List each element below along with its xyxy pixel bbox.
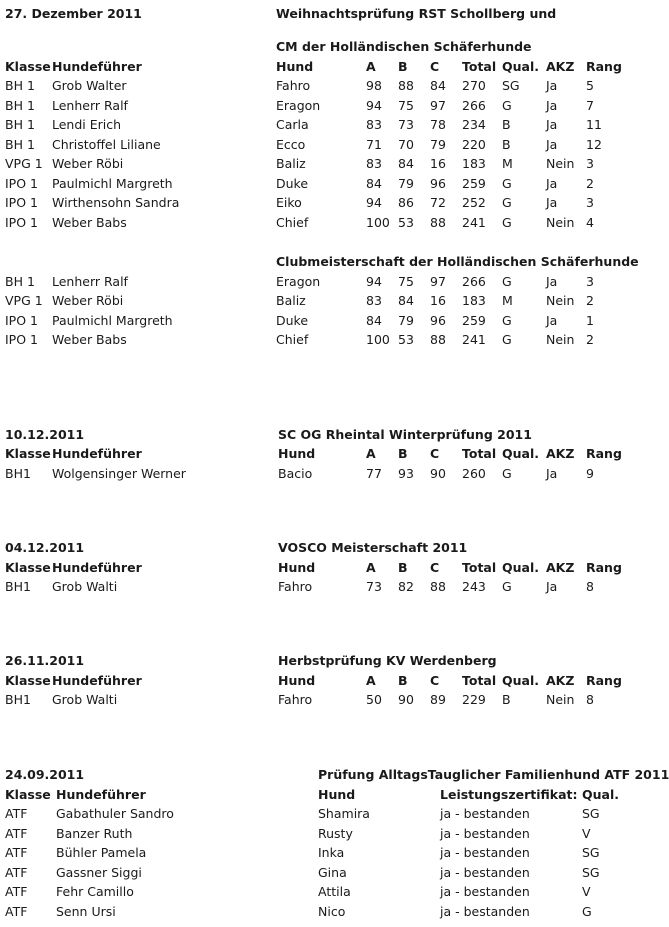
col-akz: AKZ bbox=[546, 673, 575, 688]
column-header-row bbox=[0, 57, 634, 77]
cell-c: 90 bbox=[430, 466, 446, 481]
cell-a: 84 bbox=[366, 313, 382, 328]
event-1-header bbox=[0, 4, 634, 24]
column-header-row bbox=[0, 785, 634, 805]
cell-hundefuehrer: Paulmichl Margreth bbox=[52, 313, 173, 328]
cell-hundefuehrer: Bühler Pamela bbox=[56, 845, 147, 860]
cell-a: 94 bbox=[366, 98, 382, 113]
event-date: 26.11.2011 bbox=[5, 653, 85, 668]
cell-hundefuehrer: Lenherr Ralf bbox=[52, 274, 128, 289]
col-total: Total bbox=[462, 59, 497, 74]
cell-a: 50 bbox=[366, 692, 382, 707]
cell-hundefuehrer: Lendi Erich bbox=[52, 117, 122, 132]
col-b: B bbox=[398, 446, 408, 461]
cell-hund: Rusty bbox=[318, 826, 353, 841]
cell-hund: Bacio bbox=[278, 466, 313, 481]
cell-b: 84 bbox=[398, 293, 414, 308]
table-row bbox=[0, 272, 634, 292]
cell-hund: Attila bbox=[318, 884, 351, 899]
cell-qual: G bbox=[502, 579, 512, 594]
event-4-header bbox=[0, 651, 634, 671]
cell-klasse: VPG 1 bbox=[5, 156, 43, 171]
cell-klasse: IPO 1 bbox=[5, 176, 38, 191]
cell-c: 88 bbox=[430, 215, 446, 230]
col-klasse: Klasse bbox=[5, 673, 51, 688]
col-hund: Hund bbox=[276, 59, 314, 74]
cell-hund: Eiko bbox=[276, 195, 302, 210]
cell-klasse: VPG 1 bbox=[5, 293, 43, 308]
col-qual: Qual. bbox=[502, 673, 539, 688]
cell-rang: 2 bbox=[586, 332, 594, 347]
cell-hundefuehrer: Senn Ursi bbox=[56, 904, 116, 919]
cell-rang: 3 bbox=[586, 156, 594, 171]
col-b: B bbox=[398, 560, 408, 575]
cell-total: 234 bbox=[462, 117, 486, 132]
cell-akz: Ja bbox=[546, 195, 558, 210]
cell-total: 266 bbox=[462, 274, 486, 289]
col-c: C bbox=[430, 446, 440, 461]
cell-c: 88 bbox=[430, 579, 446, 594]
cell-hundefuehrer: Grob Walti bbox=[52, 579, 118, 594]
col-klasse: Klasse bbox=[5, 787, 51, 802]
table-row bbox=[0, 154, 634, 174]
table-row bbox=[0, 311, 634, 331]
table-row bbox=[0, 464, 634, 484]
table-row bbox=[0, 193, 634, 213]
cell-hund: Chief bbox=[276, 215, 309, 230]
cell-klasse: BH 1 bbox=[5, 117, 35, 132]
col-a: A bbox=[366, 560, 376, 575]
cell-a: 83 bbox=[366, 117, 382, 132]
cell-c: 16 bbox=[430, 293, 446, 308]
cell-b: 75 bbox=[398, 274, 414, 289]
table-row bbox=[0, 115, 634, 135]
cell-klasse: ATF bbox=[5, 845, 28, 860]
cell-qual: B bbox=[502, 692, 511, 707]
cell-rang: 3 bbox=[586, 195, 594, 210]
cell-c: 96 bbox=[430, 176, 446, 191]
cell-klasse: IPO 1 bbox=[5, 215, 38, 230]
cell-rang: 4 bbox=[586, 215, 594, 230]
cell-hundefuehrer: Wirthensohn Sandra bbox=[52, 195, 180, 210]
col-akz: AKZ bbox=[546, 59, 575, 74]
cell-a: 98 bbox=[366, 78, 382, 93]
cell-klasse: BH1 bbox=[5, 466, 31, 481]
col-rang: Rang bbox=[586, 673, 622, 688]
column-header-row bbox=[0, 558, 634, 578]
cell-b: 82 bbox=[398, 579, 414, 594]
table-row bbox=[0, 690, 634, 710]
cell-a: 73 bbox=[366, 579, 382, 594]
col-hundefuehrer: Hundeführer bbox=[52, 560, 142, 575]
table-row bbox=[0, 804, 634, 824]
cell-akz: Ja bbox=[546, 274, 558, 289]
col-akz: AKZ bbox=[546, 446, 575, 461]
cell-rang: 7 bbox=[586, 98, 594, 113]
cell-rang: 1 bbox=[586, 313, 594, 328]
club-championship-header bbox=[0, 252, 639, 272]
col-qual: Qual. bbox=[502, 446, 539, 461]
col-hund: Hund bbox=[278, 446, 316, 461]
cell-total: 229 bbox=[462, 692, 486, 707]
club-championship-title: Clubmeisterschaft der Holländischen Schäferhunde bbox=[276, 254, 639, 269]
cell-klasse: ATF bbox=[5, 806, 28, 821]
col-hund: Hund bbox=[278, 673, 316, 688]
cell-hund: Carla bbox=[276, 117, 309, 132]
cell-b: 86 bbox=[398, 195, 414, 210]
table-row bbox=[0, 824, 634, 844]
cell-qual: G bbox=[502, 466, 512, 481]
cell-rang: 12 bbox=[586, 137, 602, 152]
cell-a: 71 bbox=[366, 137, 382, 152]
event-title: Weihnachtsprüfung RST Schollberg und bbox=[276, 6, 557, 21]
cell-klasse: BH 1 bbox=[5, 274, 35, 289]
cell-c: 16 bbox=[430, 156, 446, 171]
cell-a: 100 bbox=[366, 332, 390, 347]
col-a: A bbox=[366, 673, 376, 688]
cell-hundefuehrer: Wolgensinger Werner bbox=[52, 466, 186, 481]
event-5-header bbox=[0, 765, 669, 785]
cell-c: 97 bbox=[430, 98, 446, 113]
cell-hundefuehrer: Grob Walter bbox=[52, 78, 127, 93]
col-akz: AKZ bbox=[546, 560, 575, 575]
table-row bbox=[0, 843, 634, 863]
cell-akz: Nein bbox=[546, 332, 575, 347]
event-subtitle: CM der Holländischen Schäferhunde bbox=[276, 39, 532, 54]
col-qual: Qual. bbox=[502, 59, 539, 74]
cell-leistungszertifikat: ja - bestanden bbox=[440, 884, 530, 899]
cell-rang: 3 bbox=[586, 274, 594, 289]
cell-hund: Eragon bbox=[276, 98, 321, 113]
cell-klasse: ATF bbox=[5, 865, 28, 880]
cell-c: 97 bbox=[430, 274, 446, 289]
event-title: VOSCO Meisterschaft 2011 bbox=[278, 540, 468, 555]
cell-c: 84 bbox=[430, 78, 446, 93]
cell-hund: Fahro bbox=[276, 78, 311, 93]
event-title: Prüfung AlltagsTauglicher Familienhund ATF 2011 bbox=[318, 767, 669, 782]
cell-qual: SG bbox=[582, 865, 600, 880]
cell-klasse: BH 1 bbox=[5, 78, 35, 93]
event-date: 24.09.2011 bbox=[5, 767, 85, 782]
table-row bbox=[0, 96, 634, 116]
cell-b: 90 bbox=[398, 692, 414, 707]
cell-a: 77 bbox=[366, 466, 382, 481]
cell-rang: 8 bbox=[586, 692, 594, 707]
cell-klasse: BH1 bbox=[5, 692, 31, 707]
col-hund: Hund bbox=[318, 787, 356, 802]
cell-rang: 9 bbox=[586, 466, 594, 481]
cell-leistungszertifikat: ja - bestanden bbox=[440, 845, 530, 860]
cell-hundefuehrer: Fehr Camillo bbox=[56, 884, 134, 899]
cell-hund: Shamira bbox=[318, 806, 370, 821]
col-a: A bbox=[366, 59, 376, 74]
col-total: Total bbox=[462, 446, 497, 461]
cell-hundefuehrer: Banzer Ruth bbox=[56, 826, 133, 841]
cell-c: 78 bbox=[430, 117, 446, 132]
col-rang: Rang bbox=[586, 560, 622, 575]
cell-klasse: IPO 1 bbox=[5, 313, 38, 328]
cell-qual: V bbox=[582, 884, 591, 899]
cell-klasse: IPO 1 bbox=[5, 332, 38, 347]
cell-b: 93 bbox=[398, 466, 414, 481]
cell-qual: G bbox=[502, 332, 512, 347]
col-total: Total bbox=[462, 560, 497, 575]
col-klasse: Klasse bbox=[5, 560, 51, 575]
cell-hundefuehrer: Gabathuler Sandro bbox=[56, 806, 174, 821]
cell-total: 243 bbox=[462, 579, 486, 594]
cell-a: 83 bbox=[366, 293, 382, 308]
cell-leistungszertifikat: ja - bestanden bbox=[440, 865, 530, 880]
event-date: 04.12.2011 bbox=[5, 540, 85, 555]
cell-c: 79 bbox=[430, 137, 446, 152]
col-rang: Rang bbox=[586, 59, 622, 74]
cell-leistungszertifikat: ja - bestanden bbox=[440, 904, 530, 919]
cell-akz: Ja bbox=[546, 117, 558, 132]
cell-rang: 5 bbox=[586, 78, 594, 93]
cell-akz: Ja bbox=[546, 579, 558, 594]
cell-klasse: ATF bbox=[5, 826, 28, 841]
cell-leistungszertifikat: ja - bestanden bbox=[440, 826, 530, 841]
col-b: B bbox=[398, 673, 408, 688]
table-row bbox=[0, 76, 634, 96]
cell-qual: G bbox=[502, 195, 512, 210]
cell-rang: 2 bbox=[586, 176, 594, 191]
cell-klasse: BH 1 bbox=[5, 137, 35, 152]
cell-hundefuehrer: Lenherr Ralf bbox=[52, 98, 128, 113]
cell-c: 89 bbox=[430, 692, 446, 707]
table-row bbox=[0, 863, 634, 883]
cell-klasse: IPO 1 bbox=[5, 195, 38, 210]
col-qual: Qual. bbox=[582, 787, 619, 802]
col-klasse: Klasse bbox=[5, 446, 51, 461]
cell-total: 259 bbox=[462, 176, 486, 191]
cell-hundefuehrer: Weber Röbi bbox=[52, 293, 124, 308]
cell-total: 241 bbox=[462, 215, 486, 230]
event-date: 10.12.2011 bbox=[5, 427, 85, 442]
cell-b: 53 bbox=[398, 215, 414, 230]
cell-a: 94 bbox=[366, 274, 382, 289]
cell-hundefuehrer: Gassner Siggi bbox=[56, 865, 142, 880]
col-klasse: Klasse bbox=[5, 59, 51, 74]
cell-hund: Chief bbox=[276, 332, 309, 347]
event-3-header bbox=[0, 538, 634, 558]
col-leistungszertifikat: Leistungszertifikat: bbox=[440, 787, 578, 802]
cell-c: 88 bbox=[430, 332, 446, 347]
cell-qual: G bbox=[502, 215, 512, 230]
cell-akz: Ja bbox=[546, 313, 558, 328]
cell-klasse: BH1 bbox=[5, 579, 31, 594]
cell-hund: Baliz bbox=[276, 293, 306, 308]
col-b: B bbox=[398, 59, 408, 74]
cell-hundefuehrer: Paulmichl Margreth bbox=[52, 176, 173, 191]
cell-hund: Duke bbox=[276, 313, 309, 328]
cell-total: 183 bbox=[462, 293, 486, 308]
cell-hundefuehrer: Weber Röbi bbox=[52, 156, 124, 171]
event-title: SC OG Rheintal Winterprüfung 2011 bbox=[278, 427, 532, 442]
event-2-header bbox=[0, 425, 634, 445]
table-row bbox=[0, 291, 634, 311]
col-c: C bbox=[430, 673, 440, 688]
cell-qual: M bbox=[502, 156, 513, 171]
cell-total: 266 bbox=[462, 98, 486, 113]
cell-klasse: ATF bbox=[5, 884, 28, 899]
col-hund: Hund bbox=[278, 560, 316, 575]
col-rang: Rang bbox=[586, 446, 622, 461]
col-hundefuehrer: Hundeführer bbox=[52, 59, 142, 74]
cell-c: 72 bbox=[430, 195, 446, 210]
cell-hund: Fahro bbox=[278, 692, 313, 707]
cell-leistungszertifikat: ja - bestanden bbox=[440, 806, 530, 821]
cell-total: 183 bbox=[462, 156, 486, 171]
cell-akz: Ja bbox=[546, 98, 558, 113]
cell-b: 88 bbox=[398, 78, 414, 93]
cell-qual: SG bbox=[502, 78, 520, 93]
event-title: Herbstprüfung KV Werdenberg bbox=[278, 653, 497, 668]
cell-akz: Nein bbox=[546, 692, 575, 707]
col-hundefuehrer: Hundeführer bbox=[56, 787, 146, 802]
cell-qual: B bbox=[502, 137, 511, 152]
cell-hundefuehrer: Weber Babs bbox=[52, 215, 127, 230]
cell-total: 259 bbox=[462, 313, 486, 328]
cell-hundefuehrer: Weber Babs bbox=[52, 332, 127, 347]
cell-total: 252 bbox=[462, 195, 486, 210]
cell-b: 84 bbox=[398, 156, 414, 171]
cell-a: 100 bbox=[366, 215, 390, 230]
table-row bbox=[0, 213, 634, 233]
table-row bbox=[0, 882, 634, 902]
col-c: C bbox=[430, 59, 440, 74]
cell-akz: Ja bbox=[546, 137, 558, 152]
cell-b: 73 bbox=[398, 117, 414, 132]
cell-hundefuehrer: Grob Walti bbox=[52, 692, 118, 707]
cell-qual: G bbox=[502, 274, 512, 289]
cell-qual: G bbox=[502, 313, 512, 328]
cell-hund: Eragon bbox=[276, 274, 321, 289]
cell-akz: Nein bbox=[546, 293, 575, 308]
cell-akz: Ja bbox=[546, 78, 558, 93]
column-header-row bbox=[0, 671, 634, 691]
cell-b: 79 bbox=[398, 313, 414, 328]
cell-qual: G bbox=[502, 176, 512, 191]
cell-akz: Ja bbox=[546, 176, 558, 191]
cell-c: 96 bbox=[430, 313, 446, 328]
cell-akz: Nein bbox=[546, 215, 575, 230]
col-qual: Qual. bbox=[502, 560, 539, 575]
cell-qual: G bbox=[582, 904, 592, 919]
column-header-row bbox=[0, 444, 634, 464]
cell-hund: Inka bbox=[318, 845, 345, 860]
cell-total: 220 bbox=[462, 137, 486, 152]
col-hundefuehrer: Hundeführer bbox=[52, 673, 142, 688]
cell-rang: 8 bbox=[586, 579, 594, 594]
cell-klasse: BH 1 bbox=[5, 98, 35, 113]
cell-qual: G bbox=[502, 98, 512, 113]
col-hundefuehrer: Hundeführer bbox=[52, 446, 142, 461]
cell-b: 70 bbox=[398, 137, 414, 152]
cell-hund: Baliz bbox=[276, 156, 306, 171]
cell-rang: 2 bbox=[586, 293, 594, 308]
col-total: Total bbox=[462, 673, 497, 688]
table-row bbox=[0, 577, 634, 597]
cell-qual: SG bbox=[582, 845, 600, 860]
cell-a: 94 bbox=[366, 195, 382, 210]
cell-qual: V bbox=[582, 826, 591, 841]
table-row bbox=[0, 174, 634, 194]
cell-klasse: ATF bbox=[5, 904, 28, 919]
col-c: C bbox=[430, 560, 440, 575]
cell-b: 75 bbox=[398, 98, 414, 113]
table-row bbox=[0, 902, 634, 922]
cell-rang: 11 bbox=[586, 117, 602, 132]
cell-hund: Fahro bbox=[278, 579, 313, 594]
cell-qual: SG bbox=[582, 806, 600, 821]
table-row bbox=[0, 135, 634, 155]
col-a: A bbox=[366, 446, 376, 461]
cell-hund: Duke bbox=[276, 176, 309, 191]
cell-total: 270 bbox=[462, 78, 486, 93]
cell-b: 79 bbox=[398, 176, 414, 191]
cell-total: 260 bbox=[462, 466, 486, 481]
cell-a: 83 bbox=[366, 156, 382, 171]
event-date: 27. Dezember 2011 bbox=[5, 6, 142, 21]
table-row bbox=[0, 330, 634, 350]
cell-qual: M bbox=[502, 293, 513, 308]
cell-hund: Gina bbox=[318, 865, 347, 880]
cell-a: 84 bbox=[366, 176, 382, 191]
cell-akz: Nein bbox=[546, 156, 575, 171]
cell-qual: B bbox=[502, 117, 511, 132]
cell-akz: Ja bbox=[546, 466, 558, 481]
cell-total: 241 bbox=[462, 332, 486, 347]
cell-hund: Ecco bbox=[276, 137, 306, 152]
event-1-subtitle-row bbox=[0, 37, 634, 57]
cell-b: 53 bbox=[398, 332, 414, 347]
cell-hund: Nico bbox=[318, 904, 346, 919]
cell-hundefuehrer: Christoffel Liliane bbox=[52, 137, 161, 152]
